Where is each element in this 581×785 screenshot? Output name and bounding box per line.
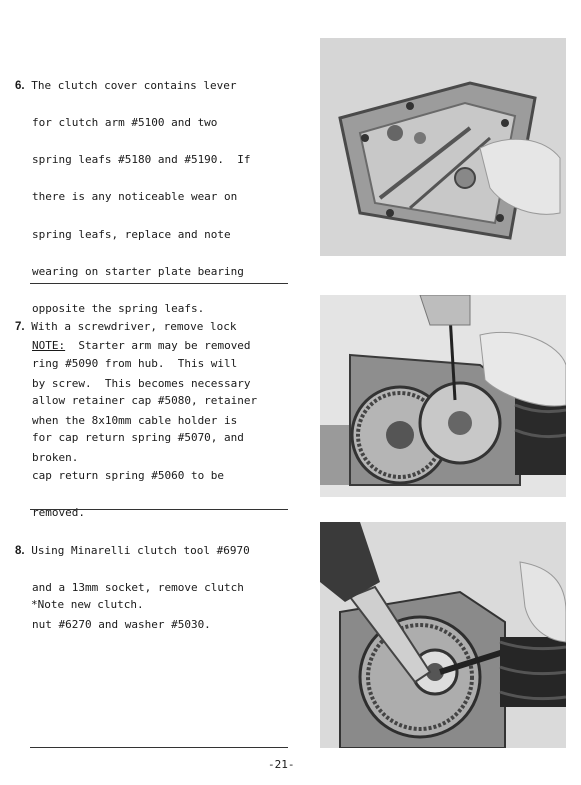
step-line: spring leafs, replace and note <box>32 227 231 241</box>
step-line: removed. <box>32 505 85 519</box>
step-8 <box>15 520 290 644</box>
note-label: NOTE: <box>32 339 66 353</box>
clutch-tool-image <box>320 522 566 748</box>
clutch-nut-removal-photo <box>320 522 566 748</box>
lock-ring-image <box>320 295 566 497</box>
step-line: The clutch cover contains lever <box>31 78 237 92</box>
step-line: there is any noticeable wear on <box>32 190 238 204</box>
step-line: for clutch arm #5100 and two <box>32 116 218 130</box>
clutch-cover-image <box>320 38 566 256</box>
step-line: by screw. This becomes necessary <box>32 376 251 390</box>
step-line: Using Minarelli clutch tool #6970 <box>31 543 250 557</box>
step-line: allow retainer cap #5080, retainer <box>32 394 258 408</box>
step-line: when the 8x10mm cable holder is <box>32 413 238 427</box>
step-line: for cap return spring #5070, and <box>32 431 244 445</box>
step-line: and a 13mm socket, remove clutch <box>32 581 244 595</box>
step-line: cap return spring #5060 to be <box>32 468 225 482</box>
new-clutch-note: *Note new clutch. <box>31 598 144 611</box>
divider-rule <box>30 747 288 748</box>
step-7 <box>15 296 290 532</box>
step-line: Starter arm may be removed <box>65 339 251 353</box>
step-number: 6. <box>15 79 25 92</box>
step-line: opposite the spring leafs. <box>32 302 205 316</box>
step-line: wearing on starter plate bearing <box>32 264 244 278</box>
step-line: broken. <box>32 451 79 464</box>
page-number: -21- <box>268 758 295 771</box>
step-line: With a screwdriver, remove lock <box>31 319 237 333</box>
step-line: spring leafs #5180 and #5190. If <box>32 153 251 167</box>
lock-ring-removal-photo <box>320 295 566 497</box>
clutch-cover-photo <box>320 38 566 256</box>
step-line: nut #6270 and washer #5030. <box>32 618 211 632</box>
step-number: 8. <box>15 544 25 557</box>
step-line: ring #5090 from hub. This will <box>32 357 238 371</box>
step-number: 7. <box>15 320 25 333</box>
divider-rule <box>30 509 288 510</box>
divider-rule <box>30 283 288 284</box>
